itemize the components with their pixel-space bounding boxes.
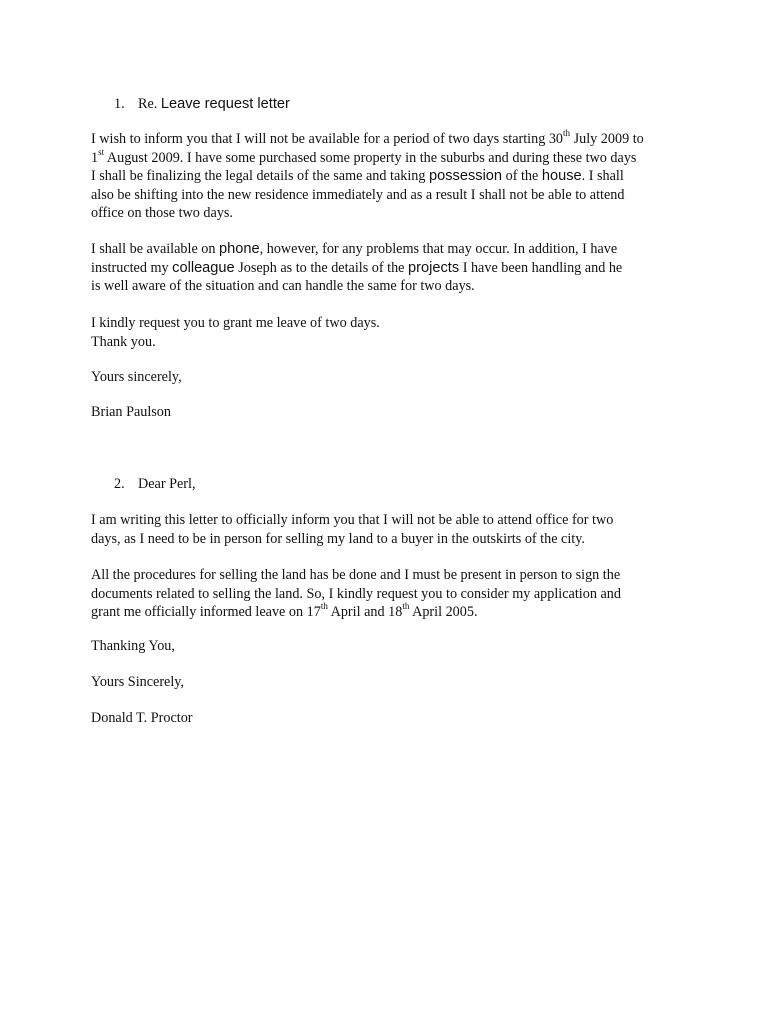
text-line: Thank you. <box>91 333 156 350</box>
text-line: also be shifting into the new residence immediately and as a result I shall not be able to attend <box>91 186 625 203</box>
letter1-paragraph-3 <box>91 314 701 351</box>
text: grant me officially informed leave on 17 <box>91 604 321 620</box>
letter1-number: 1. <box>114 96 125 112</box>
letter1-closing: Yours sincerely, <box>91 369 182 385</box>
letter2-heading <box>114 475 196 494</box>
text: of the <box>502 168 542 184</box>
letter2-thanks: Thanking You, <box>91 638 175 654</box>
letter2-paragraph-2 <box>91 566 701 622</box>
text: projects <box>408 259 460 276</box>
text-line: documents related to selling the land. So, I kindly request you to consider my application and <box>91 585 621 602</box>
letter1-paragraph-2 <box>91 240 701 296</box>
text: phone <box>219 241 260 257</box>
letter1-signature: Brian Paulson <box>91 404 171 420</box>
letter2-closing: Yours Sincerely, <box>91 674 185 690</box>
text: April 2005. <box>409 604 478 620</box>
text-line: All the procedures for selling the land has be done and I must be present in person to sign the <box>91 567 621 583</box>
letter2-number: 2. <box>114 476 125 492</box>
ordinal-suffix: th <box>402 601 410 612</box>
text-line: is well aware of the situation and can handle the same for two days. <box>91 278 475 294</box>
ordinal-suffix: th <box>320 601 328 612</box>
text: I shall be finalizing the legal details of the same and taking <box>91 168 430 184</box>
text: I have been handling and he <box>459 259 623 276</box>
text: I wish to inform you that I will not be available for a period of two days starting 30 <box>91 131 564 147</box>
text: possession <box>429 168 503 184</box>
ordinal-suffix: st <box>98 146 105 157</box>
text: house <box>541 168 582 184</box>
text: April and 18 <box>327 604 403 620</box>
text: colleague <box>172 259 235 276</box>
text-line: office on those two days. <box>91 205 233 221</box>
text: . I shall <box>581 168 624 184</box>
letter2-paragraph-1 <box>91 511 701 548</box>
text-line: I am writing this letter to officially inform you that I will not be able to attend office for two <box>91 512 614 528</box>
text: Joseph as to the details of the <box>234 259 409 276</box>
letter1-heading-prefix: Re. <box>138 96 161 112</box>
text: I shall be available on <box>91 241 220 257</box>
text: July 2009 to <box>570 131 644 147</box>
text: instructed my <box>91 259 173 276</box>
text-line: days, as I need to be in person for selling my land to a buyer in the outskirts of the city. <box>91 530 585 547</box>
text-line: I kindly request you to grant me leave of two days. <box>91 315 380 331</box>
letter1-paragraph-1 <box>91 130 701 223</box>
letter2-signature: Donald T. Proctor <box>91 710 193 726</box>
letter2-salutation: Dear Perl, <box>138 476 196 492</box>
text: , however, for any problems that may occur. In addition, I have <box>259 241 618 257</box>
text: 1 <box>91 149 99 166</box>
text: August 2009. I have some purchased some property in the suburbs and during these two days <box>104 149 637 166</box>
letter1-heading <box>114 95 290 114</box>
ordinal-suffix: th <box>563 128 571 139</box>
letter1-heading-title: Leave request letter <box>160 96 290 112</box>
